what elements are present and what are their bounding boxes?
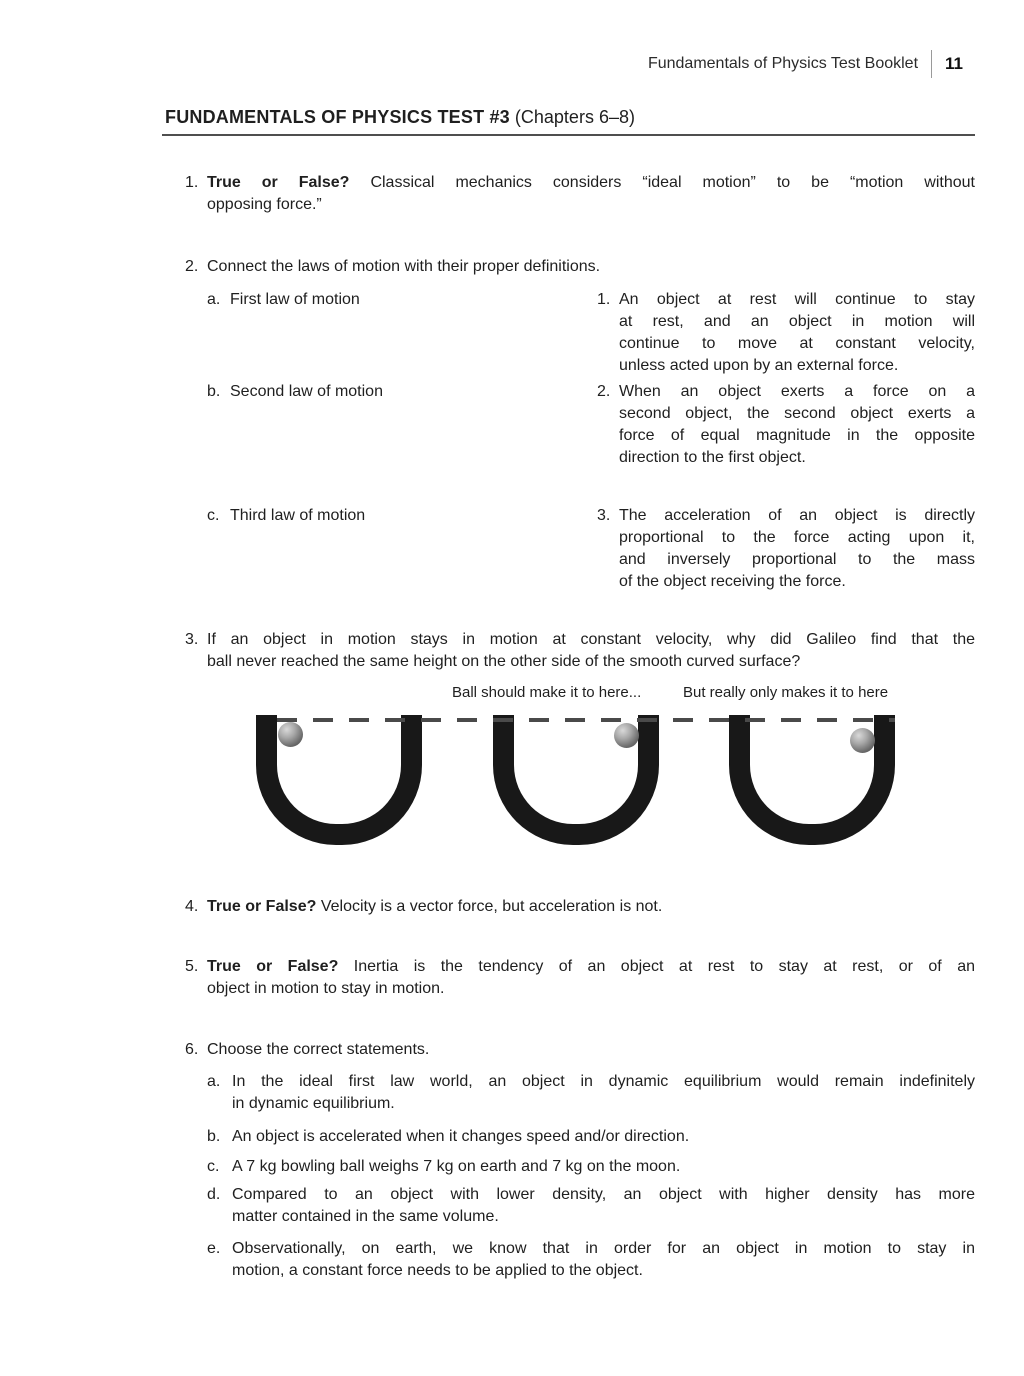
law-label: Third law of motion (230, 507, 366, 524)
match-left (207, 289, 597, 377)
option-text (232, 1238, 975, 1282)
question-body (207, 896, 975, 918)
ball-2 (614, 723, 639, 748)
definition-number: 1. (597, 291, 611, 308)
text-line (207, 956, 975, 978)
text-line: direction to the first object. (619, 449, 806, 466)
option-d (207, 1184, 975, 1228)
text-line: An object at rest will continue to stay (619, 291, 975, 308)
question-number: 4. (185, 898, 199, 915)
option-text (232, 1126, 975, 1148)
text-line: at rest, and an object in motion will (619, 313, 975, 330)
question-body (207, 956, 975, 1000)
ball-1 (278, 722, 303, 747)
question-3 (185, 629, 975, 673)
text-line: Observationally, on earth, we know that in order for an object in motion to stay in (232, 1240, 975, 1257)
test-title-bold: FUNDAMENTALS OF PHYSICS TEST #3 (165, 107, 510, 127)
question-body (207, 1039, 975, 1282)
galileo-track-figure (0, 682, 1024, 858)
match-right (597, 505, 975, 593)
match-row-b (207, 381, 975, 469)
question-body (207, 172, 975, 216)
match-right (597, 381, 975, 469)
text-line: An object is accelerated when it changes speed and/or direction. (232, 1128, 690, 1145)
text-line: proportional to the force acting upon it, (619, 529, 975, 546)
text-line: When an object exerts a force on a (619, 383, 975, 400)
text-line: opposing force.” (207, 196, 322, 213)
option-letter: a. (207, 291, 221, 308)
option-letter: b. (207, 1128, 221, 1145)
text-segment: Inertia is the tendency of an object at rest to stay at rest, or of an (338, 958, 975, 975)
match-left (207, 505, 597, 593)
question-5 (185, 956, 975, 1000)
text-line: ball never reached the same height on the other side of the smooth curved surface? (207, 653, 801, 670)
definition-text (619, 505, 975, 593)
dashed-height-line (277, 718, 895, 722)
text-line: If an object in motion stays in motion at constant velocity, why did Galileo find that the (207, 631, 975, 648)
option-letter: c. (207, 1158, 220, 1175)
question-body (207, 629, 975, 673)
header-divider (931, 50, 932, 78)
option-text (232, 1156, 975, 1178)
page-number: 11 (945, 54, 963, 73)
question-2 (185, 256, 975, 593)
option-a (207, 1071, 975, 1115)
question-intro: Choose the correct statements. (207, 1041, 430, 1058)
option-b (207, 1126, 975, 1148)
question-number: 6. (185, 1041, 199, 1058)
text-line: object in motion to stay in motion. (207, 980, 445, 997)
question-number: 2. (185, 258, 199, 275)
text-line (207, 896, 975, 918)
ball-3 (850, 728, 875, 753)
true-false-label: True or False? (207, 174, 350, 191)
question-number: 5. (185, 958, 199, 975)
match-left (207, 381, 597, 469)
option-letter: c. (207, 507, 220, 524)
option-e (207, 1238, 975, 1282)
definition-number: 3. (597, 507, 611, 524)
option-letter: d. (207, 1186, 221, 1203)
text-line: force of equal magnitude in the opposite (619, 427, 975, 444)
text-segment: Classical mechanics considers “ideal motion” to be “motion without (349, 174, 975, 191)
option-text (232, 1184, 975, 1228)
option-letter: e. (207, 1240, 221, 1257)
option-text (232, 1071, 975, 1115)
option-letter: a. (207, 1073, 221, 1090)
option-letter: b. (207, 383, 221, 400)
page-header (0, 0, 963, 78)
question-number: 3. (185, 631, 199, 648)
text-line: second object, the second object exerts a (619, 405, 975, 422)
question-6 (185, 1039, 975, 1282)
test-title (162, 106, 975, 136)
question-body (207, 256, 975, 593)
question-number: 1. (185, 174, 199, 191)
match-right (597, 289, 975, 377)
law-label: First law of motion (230, 291, 360, 308)
definition-text (619, 289, 975, 377)
law-label: Second law of motion (230, 383, 383, 400)
text-line: in dynamic equilibrium. (232, 1095, 395, 1112)
option-c (207, 1156, 975, 1178)
match-row-c (207, 505, 975, 593)
true-false-label: True or False? (207, 958, 339, 975)
question-4 (185, 896, 975, 918)
text-line: In the ideal first law world, an object in dynamic equilibrium would remain indefinitely (232, 1073, 975, 1090)
question-intro: Connect the laws of motion with their proper definitions. (207, 258, 601, 275)
booklet-title: Fundamentals of Physics Test Booklet (647, 55, 919, 72)
text-line: Compared to an object with lower density, an object with higher density has more (232, 1186, 975, 1203)
true-false-label: True or False? (207, 898, 317, 915)
text-line: A 7 kg bowling ball weighs 7 kg on earth and 7 kg on the moon. (232, 1158, 681, 1175)
match-row-a (207, 289, 975, 377)
text-line: continue to move at constant velocity, (619, 335, 975, 352)
definition-number: 2. (597, 383, 611, 400)
test-title-chapters: (Chapters 6–8) (509, 107, 635, 127)
text-line: motion, a constant force needs to be applied to the object. (232, 1262, 643, 1279)
figure-label-right: But really only makes it to here (683, 684, 889, 701)
text-line: of the object receiving the force. (619, 573, 846, 590)
text-line: and inversely proportional to the mass (619, 551, 975, 568)
text-line: The acceleration of an object is directly (619, 507, 975, 524)
definition-text (619, 381, 975, 469)
text-line: unless acted upon by an external force. (619, 357, 899, 374)
text-segment: Velocity is a vector force, but acceleration is not. (316, 898, 663, 915)
text-line: matter contained in the same volume. (232, 1208, 499, 1225)
figure-label-left: Ball should make it to here... (452, 684, 642, 701)
text-line (207, 172, 975, 194)
question-1 (185, 172, 975, 216)
